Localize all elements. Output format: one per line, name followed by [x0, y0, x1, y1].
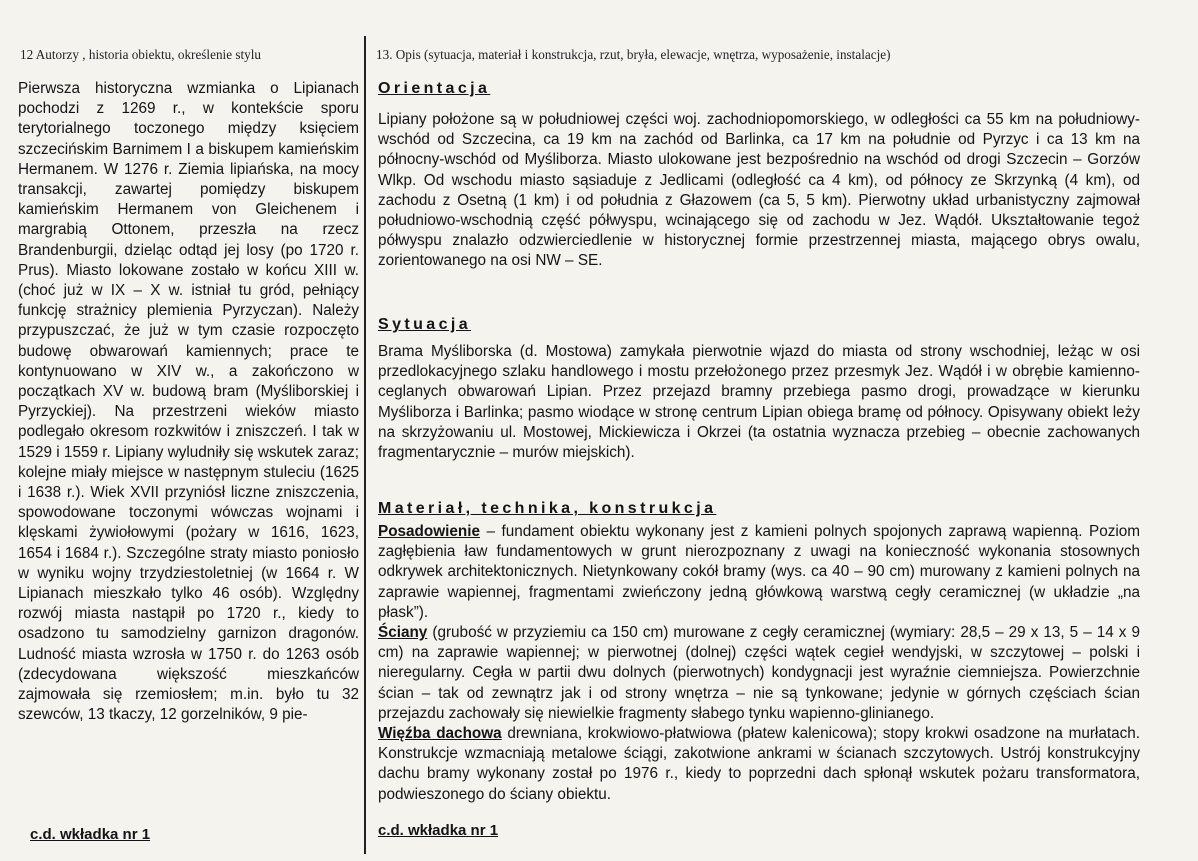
left-continuation-note: c.d. wkładka nr 1 [30, 826, 151, 843]
history-text: Pierwsza historyczna wzmianka o Lipianach pochodzi z 1269 r., w kontekście sporu terytorialnego toczonego między księciem szczecińskim Barnimem I a biskupem kamieńskim Hermanem. W 1276 r. Ziemia lipiańska, na mocy transakcji, zawartej pomiędzy biskupem kamieńskim Hermanem von Gleichenem i margrabią Ottonem, przeszła na rzecz Brandenburgii, dzieląc odtąd jej losy (po 1720 r. Prus). Miasto lokowane zostało w końcu XIII w. (choć już w IX – X w. istniał tu gród, pełniący funkcję strażnicy plemienia Pyrzyczan). Należy przypuszczać, że już w tym czasie rozpoczęto budowę obwarowań kamiennych; prace te kontynuowano w XIV w., a zakończono w początkach XV w. budową bram (Myśliborskiej i Pyrzyckiej). Na przestrzeni wieków miasto podlegało okresom rozkwitów i zniszczeń. I tak w 1529 i 1559 r. Lipiany wyludniły się wskutek zaraz; kolejne miały miejsce w następnym stuleciu (1625 i 1638 r.). Wiek XVII przyniósł liczne zniszczenia, spowodowane toczonymi wówczas wojnami i klęskami żywiołowymi (pożary w 1616, 1623, 1654 i 1684 r.). Szczególne straty miasto poniosło w wyniku wojny trzydziestoletniej (w 1664 r. W Lipianach mieszkało tylko 46 osób). Względny rozwój miasta nastąpił po 1720 r., kiedy to osadzono tu samodzielny garnizon dragonów. Ludność miasta wzrosła w 1750 r. do 1263 osób (zdecydowana większość mieszkańców zajmowała się rzemiosłem; m.in. było tu 32 szewców, 13 tkaczy, 12 gorzelników, 9 pie- [18, 80, 359, 724]
posadowienie-text: – fundament obiektu wykonany jest z kamieni polnych spojonych zaprawą wapienną. Poziom zagłębienia ław fundamentowych w grunt nierozpoznany z uwagi na konieczność wykonania stosownych odkrywek architektonicznych. Nietynkowany cokół bramy (wys. ca 40 – 90 cm) murowany z kamieni polnych na zaprawie wapiennej, fragmentami zwieńczony jedną główkową warstwą cegły ceramicznej (w układzie „na płask”). [378, 523, 1140, 621]
left-section-header: 12 Autorzy , historia obiektu, określenie stylu [20, 47, 261, 62]
material-text [378, 522, 1140, 805]
sciany-label: Ściany [378, 624, 428, 642]
column-divider [364, 36, 366, 854]
sciany-text: (grubość w przyziemiu ca 150 cm) murowane z cegły ceramicznej (wymiary: 28,5 – 29 x 13, 5 – 14 x 9 cm) na zaprawie wapiennej; w pierwotnej (dolnej) części wątek cegieł wendyjski, w szczytowej – polski i nieregularny. Cegła w partii dwu dolnych (pierwotnych) kondygnacji jest wyraźnie ciemniejsza. Powierzchnie ścian – tak od zewnątrz jak i od strony wnętrza – nie są tynkowane; jedynie w górnych częściach ścian przejazdu zachowały się niewielkie fragmenty słabego tynku wapienno-glinianego. [378, 624, 1140, 722]
wiezba-label: Więźba dachowa [378, 725, 502, 743]
right-continuation-note: c.d. wkładka nr 1 [378, 822, 499, 839]
posadowienie-label: Posadowienie [378, 523, 481, 540]
material-heading: Materiał, technika, konstrukcja [378, 500, 717, 517]
sytuacja-heading: Sytuacja [378, 316, 472, 333]
sytuacja-text: Brama Myśliborska (d. Mostowa) zamykała pierwotnie wjazd do miasta od strony wschodniej, leżąc w osi przedlokacyjnego szlaku handlowego i mostu przełożonego przez przesmyk Jez. Wądół i w obrębie kamienno-ceglanych obwarowań Lipian. Przez przejazd bramny przebiega pasmo drogi, prowadzące w kierunku Myśliborza i Barlinka; pasmo wiodące w stronę centrum Lipian obiega bramę od północy. Opisywany obiekt leży na skrzyżowaniu ul. Mostowej, Mickiewicza i Okrzei (ta ostatnia wyznacza przebieg – obecnie zachowanych fragmentarycznie – murów miejskich). [378, 343, 1140, 462]
orientacja-heading: Orientacja [378, 80, 491, 97]
wiezba-text: drewniana, krokwiowo-płatwiowa (płatew kalenicowa); stopy krokwi osadzone na murłatach. Konstrukcje wzmacniają metalowe ściągi, zakotwione ankrami w ścianach szczytowych. Ustrój konstrukcyjny dachu bramy wykonany został po 1976 r., kiedy to poprzedni dach spłonął wskutek pożaru transformatora, podwieszonego do ściany obiektu. [378, 725, 1141, 803]
orientacja-text: Lipiany położone są w południowej części woj. zachodniopomorskiego, w odległości ca 55 km na południowy-wschód od Szczecina, ca 19 km na zachód od Barlinka, ca 17 km na południe od Pyrzyc i ca 13 km na północny-wschód od Myśliborza. Miasto ulokowane jest bezpośrednio na wschód od drogi Szczecin – Gorzów Wlkp. Od wschodu miasto sąsiaduje z Jedlicami (odległość ca 4 km), od północy ze Skrzynką (4 km), od zachodu z Osetną (1 km) i od południa z Głazowem (ca 5, 5 km). Pierwotny układ urbanistyczny zajmował południowo-wschodnią część półwyspu, wcinającego się od zachodu w Jez. Wądół. Ukształtowanie tegoż półwyspu znalazło odzwierciedlenie w historycznej formie przestrzennej miasta, mającego obrys owalu, zorientowanego na osi NW – SE. [378, 111, 1140, 270]
right-section-header: 13. Opis (sytuacja, materiał i konstrukcja, rzut, bryła, elewacje, wnętrza, wyposażenie, instalacje) [376, 47, 891, 62]
